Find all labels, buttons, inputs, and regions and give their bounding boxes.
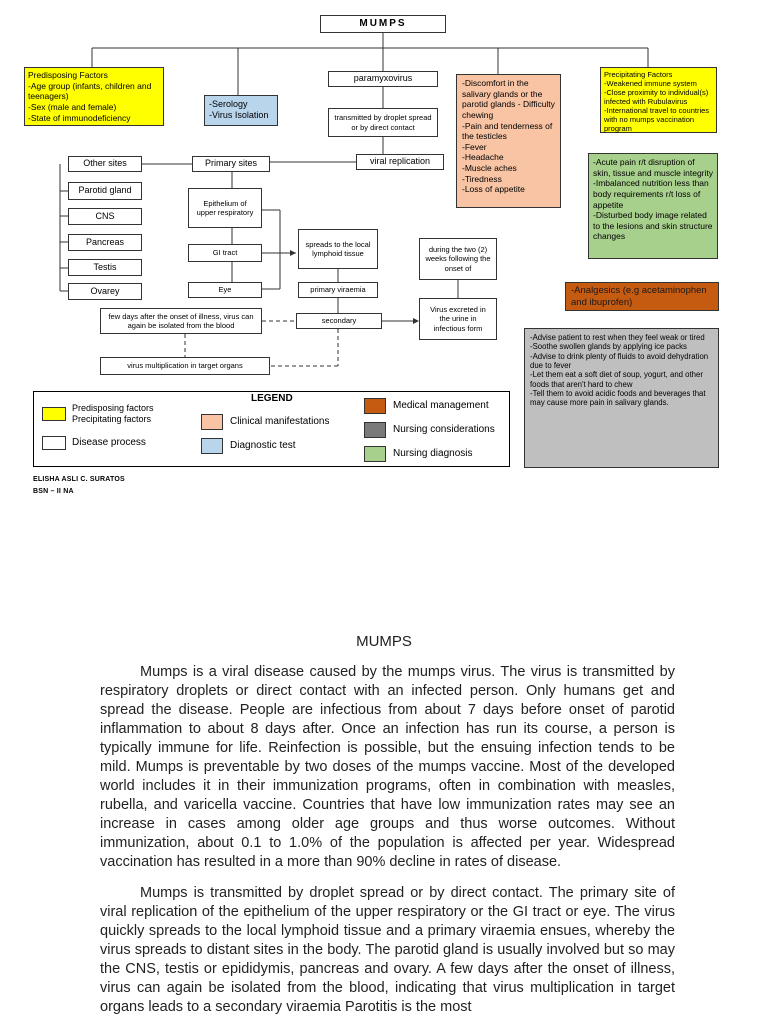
author-course: BSN – II NA: [33, 488, 74, 495]
paragraph-2: Mumps is transmitted by droplet spread or by direct contact. The primary site of viral replication of the epithelium of the upper respiratory or the GI tract or eye. The virus quickly spreads to the local lymphoid tissue and a primary viraemia ensues, whereby the virus spreads to distant sites in the body. The parotid gland is usually involved but so may the CNS, testis or epididymis, pancreas and ovary. A few days after the onset of illness, virus can again be isolated from the blood, indicating that virus multiplication in target organs leads to a secondary viraemia Parotitis is the most: [100, 885, 675, 1015]
nursing-considerations-box: -Advise patient to rest when they feel weak or tired -Soothe swollen glands by applying ice packs -Advise to drink plenty of fluids to avoid dehydration due to fever -Let them eat a soft diet of soup, yogurt, and other foods that aren't hard to chew -Tell them to avoid acidic foods and beverages that may cause more pain in salivary glands.: [524, 328, 719, 468]
other-sites-box: Other sites: [68, 156, 142, 172]
epithelium-box: Epithelium of upper respiratory: [188, 188, 262, 228]
legend-nursing-diagnosis-label: Nursing diagnosis: [393, 448, 473, 459]
primary-sites-box: Primary sites: [192, 156, 270, 172]
few-days-box: few days after the onset of illness, virus can again be isolated from the blood: [100, 308, 262, 334]
diagram-title: MUMPS: [320, 15, 446, 33]
diagnostic-test-box: -Serology -Virus Isolation: [204, 95, 278, 126]
paragraph-1: Mumps is a viral disease caused by the mumps virus. The virus is transmitted by respiratory droplets or direct contact with an infected person. Only humans get and spread the disease. People are infectious from about 7 days before onset of parotid inflammation to about 8 days after. Once an infection has run its course, a person is typically immune for life. Reinfection is possible, but the ensuing infection tends to be mild. Mumps is preventable by two doses of the mumps vaccine. Most of the developed world includes it in their immunization programs, often in combination with measles, rubella, and varicella vaccine. Countries that have low immunization rates may see an increase in cases among older age groups and thus worse outcomes. Without immunization, about 0.1 to 1.0% of the population is affected per year. Widespread vaccination has resulted in a more than 90% decline in rates of disease.: [100, 664, 675, 870]
precipitating-factors-box: Precipitating Factors -Weakened immune system -Close proximity to individual(s) infected with Rubulavirus -International travel to countries with no mumps vaccination program: [600, 67, 717, 133]
legend-swatch-white: [42, 436, 66, 450]
gi-tract-box: GI tract: [188, 244, 262, 262]
eye-box: Eye: [188, 282, 262, 298]
site-ovarey-box: Ovarey: [68, 283, 142, 300]
legend-title: LEGEND: [251, 393, 293, 404]
legend: [33, 391, 510, 467]
document-title: MUMPS: [356, 633, 412, 650]
site-pancreas-box: Pancreas: [68, 234, 142, 251]
replication-box: viral replication: [356, 154, 444, 170]
agent-box: paramyxovirus: [328, 71, 438, 87]
site-cns-box: CNS: [68, 208, 142, 225]
transmission-box: transmitted by droplet spread or by direct contact: [328, 108, 438, 137]
legend-nursing-considerations-label: Nursing considerations: [393, 424, 495, 435]
clinical-manifestations-box: -Discomfort in the salivary glands or the parotid glands - Difficulty chewing -Pain and tenderness of the testicles -Fever -Headache -Muscle aches -Tiredness -Loss of appetite: [456, 74, 561, 208]
legend-swatch-green: [364, 446, 386, 462]
two-weeks-box: during the two (2) weeks following the onset of: [419, 238, 497, 280]
site-testis-box: Testis: [68, 259, 142, 276]
legend-clinical-label: Clinical manifestations: [230, 416, 330, 427]
legend-swatch-yellow: [42, 407, 66, 421]
excreted-box: Virus excreted in the urine in infectious form: [419, 298, 497, 340]
multiplication-box: virus multiplication in target organs: [100, 357, 270, 375]
legend-swatch-gray: [364, 422, 386, 438]
legend-swatch-orange: [364, 398, 386, 414]
legend-swatch-blue: [201, 438, 223, 454]
legend-disease-process-label: Disease process: [72, 437, 146, 448]
lymphoid-box: spreads to the local lymphoid tissue: [298, 229, 378, 269]
site-parotid-box: Parotid gland: [68, 182, 142, 200]
primary-viraemia-box: primary viraemia: [298, 282, 378, 298]
secondary-box: secondary: [296, 313, 382, 329]
legend-diagnostic-label: Diagnostic test: [230, 440, 296, 451]
legend-swatch-peach: [201, 414, 223, 430]
legend-medical-label: Medical management: [393, 400, 489, 411]
legend-predisposing-label: Predisposing factors Precipitating factors: [72, 403, 154, 424]
medical-management-box: -Analgesics (e.g acetaminophen and ibuprofen): [565, 282, 719, 311]
author-name: ELISHA ASLI C. SURATOS: [33, 476, 125, 483]
nursing-diagnosis-box: -Acute pain r/t disruption of skin, tissue and muscle integrity -Imbalanced nutrition less than body requirements r/t loss of appetite -Disturbed body image related to the lesions and skin structure changes: [588, 153, 718, 259]
predisposing-factors-box: Predisposing Factors -Age group (infants, children and teenagers) -Sex (male and female) -State of immunodeficiency: [24, 67, 164, 126]
